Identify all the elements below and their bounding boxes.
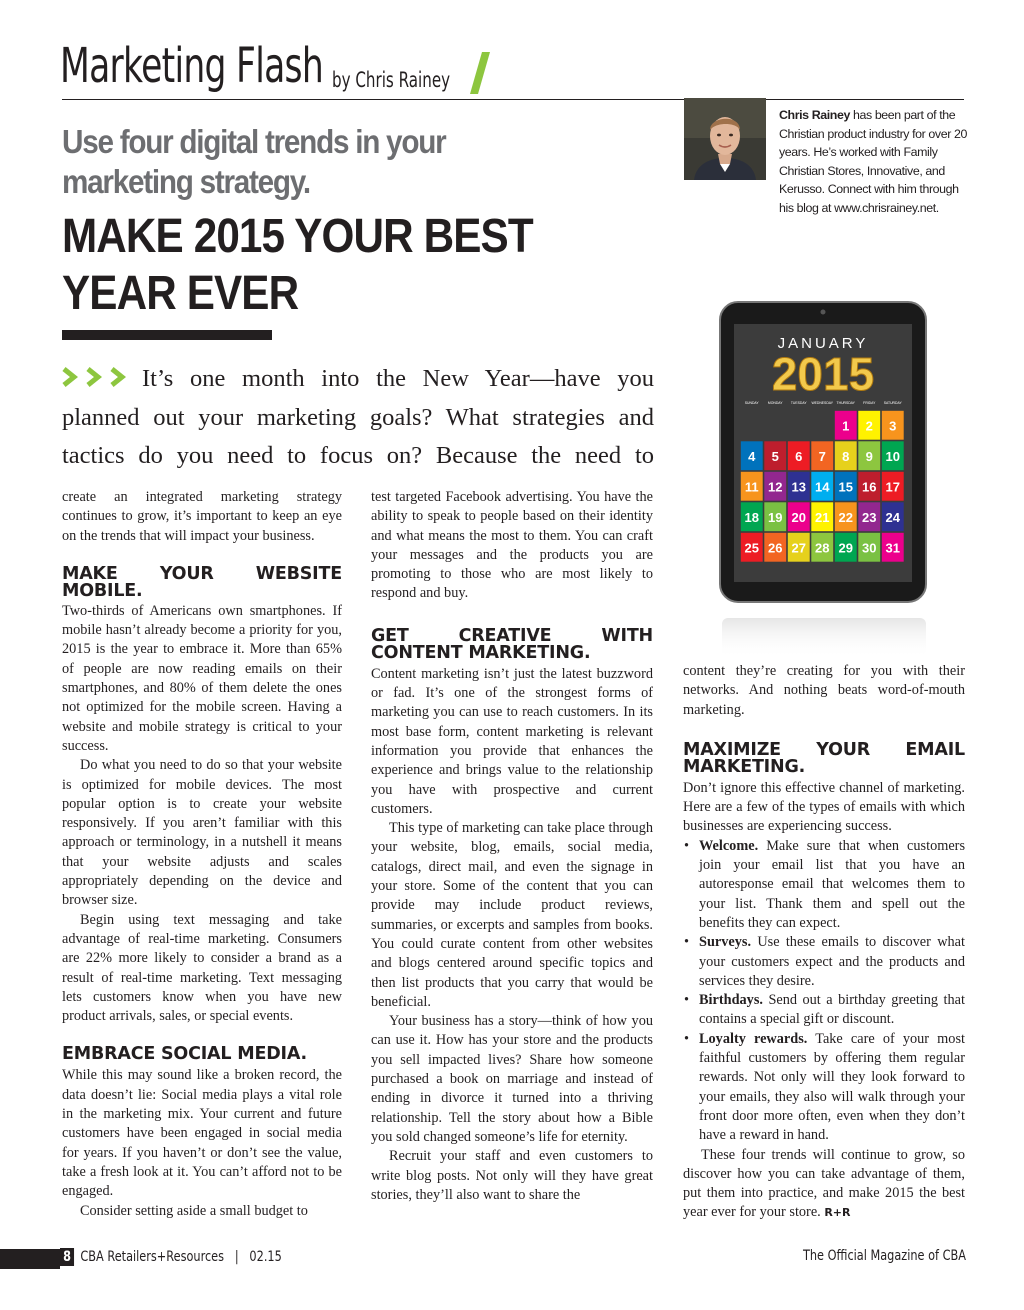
calendar-day-number: 11 xyxy=(744,479,759,495)
column-2 xyxy=(371,488,653,1205)
section-heading-social: EMBRACE SOCIAL MEDIA. xyxy=(62,1044,307,1065)
calendar-day-number: 3 xyxy=(889,418,897,434)
calendar-day-number: 31 xyxy=(885,540,900,556)
lead-paragraph xyxy=(62,360,654,476)
section-heading-content: GET CREATIVE WITH CONTENT MARKETING. xyxy=(371,625,653,663)
column-3 xyxy=(683,662,965,1223)
calendar-day-number: 17 xyxy=(885,479,900,495)
calendar-day-cell xyxy=(764,411,786,440)
calendar-day-number: 1 xyxy=(842,418,850,434)
bullet-text: Use these emails to discover what your customers expect and the products and services they desire. xyxy=(699,934,965,989)
calendar-day-number: 18 xyxy=(744,509,759,525)
footer-left xyxy=(60,1248,282,1266)
calendar-day-number: 5 xyxy=(771,448,779,464)
masthead-title: Marketing Flash xyxy=(60,38,324,94)
headline: MAKE 2015 YOUR BEST YEAR EVER xyxy=(62,210,533,320)
author-bio-text: has been part of the Christian product industry for over 20 years. He’s worked with Family Christian Stores, Innovative, and Kerusso. Connect with him through his blog at www.chrisrainey.net. xyxy=(779,108,967,215)
calendar-day-number: 16 xyxy=(862,479,877,495)
end-mark: R+R xyxy=(824,1206,851,1220)
calendar-day-number: 30 xyxy=(862,540,877,556)
calendar-weekday: TUESDAY xyxy=(790,401,807,405)
author-photo xyxy=(684,98,766,180)
paragraph: Your business has a story—think of how you can use it. How has your store and the products you sell impacted lives? Share how someone purchased a book on marriage and instead of ending in divorce it turned into a thriving relationship. Tell the story about how a Bible you sold changed someone’s life for eternity. xyxy=(371,1013,653,1145)
paragraph: This type of marketing can take place through your website, blog, emails, social media, catalogs, direct mail, and even the signage in your store. Some of the content that you can provide may include product reviews, summaries, or excerpts and samples from books. You could curate content from other websites and blogs centered around specific topics and then list products that you carry that would be beneficial. xyxy=(371,820,653,1010)
email-types-list xyxy=(683,837,965,1146)
page-number: 8 xyxy=(60,1248,74,1266)
column-1 xyxy=(62,488,342,1221)
calendar-weekday: THURSDAY xyxy=(836,401,855,405)
calendar-month: JANUARY xyxy=(777,335,869,352)
paragraph: Two-thirds of Americans own smartphones. If mobile hasn’t already become a priority for you, 2015 is the year to embrace it. More than 65% of people are now reading emails on their smartphones, and 80% of them delete the ones not optimized for the mobile screen. Having a website and mobile strategy is critical to your success. xyxy=(62,602,342,754)
issue-date: 02.15 xyxy=(249,1249,282,1265)
calendar-day-number: 10 xyxy=(885,448,900,464)
chevrons-icon xyxy=(62,367,136,387)
calendar-day-number: 19 xyxy=(768,509,783,525)
calendar-day-number: 2 xyxy=(865,418,873,434)
footer-separator: | xyxy=(234,1249,239,1265)
calendar-day-number: 25 xyxy=(744,540,759,556)
calendar-weekday: WEDNESDAY xyxy=(811,401,834,405)
paragraph: Begin using text messaging and take advantage of real-time marketing. Consumers are 22% more likely to consider a brand as a result of real-time marketing. Text messaging lets customers know when you have new product arrivals, sales, or special events. xyxy=(62,911,342,1025)
paragraph: While this may sound like a broken record, the data doesn’t lie: Social media plays a vital role in the marketing mix. Your current and future customers have been engaged in social media for years. If you haven’t or don’t see the value, take a fresh look at it. You can’t afford not to be engaged. xyxy=(62,1067,342,1200)
footer-bar xyxy=(0,1249,60,1269)
bullet-text: Send out a birthday greeting that contains a special gift or discount. xyxy=(699,992,965,1028)
list-item xyxy=(699,1030,965,1146)
calendar-day-number: 13 xyxy=(791,479,806,495)
list-item xyxy=(699,991,965,1030)
bullet-text: Make sure that when customers join your email list that you have an autoresponse email that welcomes them to your list. Thank them and spell out the benefits they can expect. xyxy=(699,837,966,931)
masthead-rule xyxy=(62,99,964,100)
bullet-term: Welcome. xyxy=(699,837,759,854)
paragraph: Recruit your staff and even customers to write blog posts. Not only will they have great stories, they’ll also want to share the xyxy=(371,1148,653,1203)
masthead-byline: by Chris Rainey xyxy=(332,68,451,92)
paragraph: create an integrated marketing strategy continues to grow, it’s important to keep an eye on the trends that will impact your business. xyxy=(62,489,342,544)
calendar-day-number: 8 xyxy=(842,448,850,464)
calendar-weekday: SATURDAY xyxy=(883,401,902,405)
section-heading-email: MAXIMIZE YOUR EMAIL MARKETING. xyxy=(683,739,965,777)
paragraph: Content marketing isn’t just the latest buzzword or fad. It’s one of the strongest forms of marketing you can use to reach customers. In its most base form, content marketing is relevant information you provide that enhances the experience and brings value to the relationship you have with prospective and current customers. xyxy=(371,665,653,817)
calendar-day-number: 15 xyxy=(838,479,853,495)
lead-text: It’s one month into the New Year—have you planned out your marketing goals? What strategies and tactics do you need to focus on? Because the need to xyxy=(62,365,654,469)
calendar-day-number: 27 xyxy=(791,540,806,556)
list-item xyxy=(699,837,965,933)
paragraph: Do what you need to do so that your website is optimized for mobile devices. The most popular option is to create your website responsively. If you aren’t familiar with this approach or terminology, in a nutshell it means that your website adjusts and scales appropriately depending on the device and browser size. xyxy=(62,757,342,909)
bullet-term: Birthdays. xyxy=(699,992,763,1009)
calendar-weekday: MONDAY xyxy=(767,401,783,405)
calendar-day-number: 20 xyxy=(791,509,806,525)
closing-text: These four trends will continue to grow, so discover how you can take advantage of them, put them into practice, and make 2015 the best year ever for your store. xyxy=(683,1146,965,1221)
bullet-term: Loyalty rewards. xyxy=(699,1030,808,1047)
calendar-day-number: 26 xyxy=(768,540,783,556)
section-heading-mobile: MAKE YOUR WEBSITE MOBILE. xyxy=(62,563,342,601)
calendar-day-number: 28 xyxy=(815,540,830,556)
calendar-weekday: SUNDAY xyxy=(744,401,759,405)
calendar-day-number: 22 xyxy=(838,509,853,525)
paragraph: Don’t ignore this effective channel of marketing. Here are a few of the types of emails with which businesses are experiencing success. xyxy=(683,779,965,835)
calendar-day-cell xyxy=(741,411,763,440)
calendar-weekday: FRIDAY xyxy=(863,401,876,405)
calendar-grid xyxy=(741,411,904,562)
calendar-day-number: 7 xyxy=(818,448,826,464)
deck: Use four digital trends in your marketing strategy. xyxy=(62,123,446,200)
calendar-day-number: 4 xyxy=(748,448,756,464)
bullet-term: Surveys. xyxy=(699,934,752,951)
tablet-calendar-illustration xyxy=(684,300,984,660)
paragraph: content they’re creating for you with their networks. And nothing beats word-of-mouth marketing. xyxy=(683,663,965,718)
calendar-day-number: 9 xyxy=(865,448,873,464)
magazine-name: CBA Retailers+Resources xyxy=(80,1249,225,1265)
footer-tagline: The Official Magazine of CBA xyxy=(803,1248,966,1264)
calendar-day-cell xyxy=(811,411,833,440)
calendar-day-cell xyxy=(788,411,810,440)
list-item xyxy=(699,933,965,991)
author-bio xyxy=(779,106,969,218)
paragraph: test targeted Facebook advertising. You have the ability to speak to people based on their identity and what means the most to them. You can craft your messages and the products you are promoting to those who are most likely to respond and buy. xyxy=(371,489,653,602)
author-name: Chris Rainey xyxy=(779,108,850,122)
lime-slash-mark xyxy=(470,52,490,94)
calendar-day-number: 23 xyxy=(862,509,877,525)
headline-bar xyxy=(62,330,272,340)
calendar-day-number: 6 xyxy=(795,448,803,464)
calendar-day-number: 14 xyxy=(815,479,830,495)
paragraph xyxy=(683,1146,965,1223)
calendar-day-number: 24 xyxy=(885,509,900,525)
calendar-day-number: 21 xyxy=(815,509,830,525)
calendar-day-number: 12 xyxy=(768,479,783,495)
calendar-day-number: 29 xyxy=(838,540,853,556)
bullet-text: Take care of your most faithful customers by offering them regular rewards. Not only will they look forward to your emails, they also will walk through your front door more often, even when they don’t have a reward in hand. xyxy=(699,1030,965,1144)
paragraph: Consider setting aside a small budget to xyxy=(80,1202,308,1219)
calendar-year: 2015 xyxy=(771,348,875,400)
